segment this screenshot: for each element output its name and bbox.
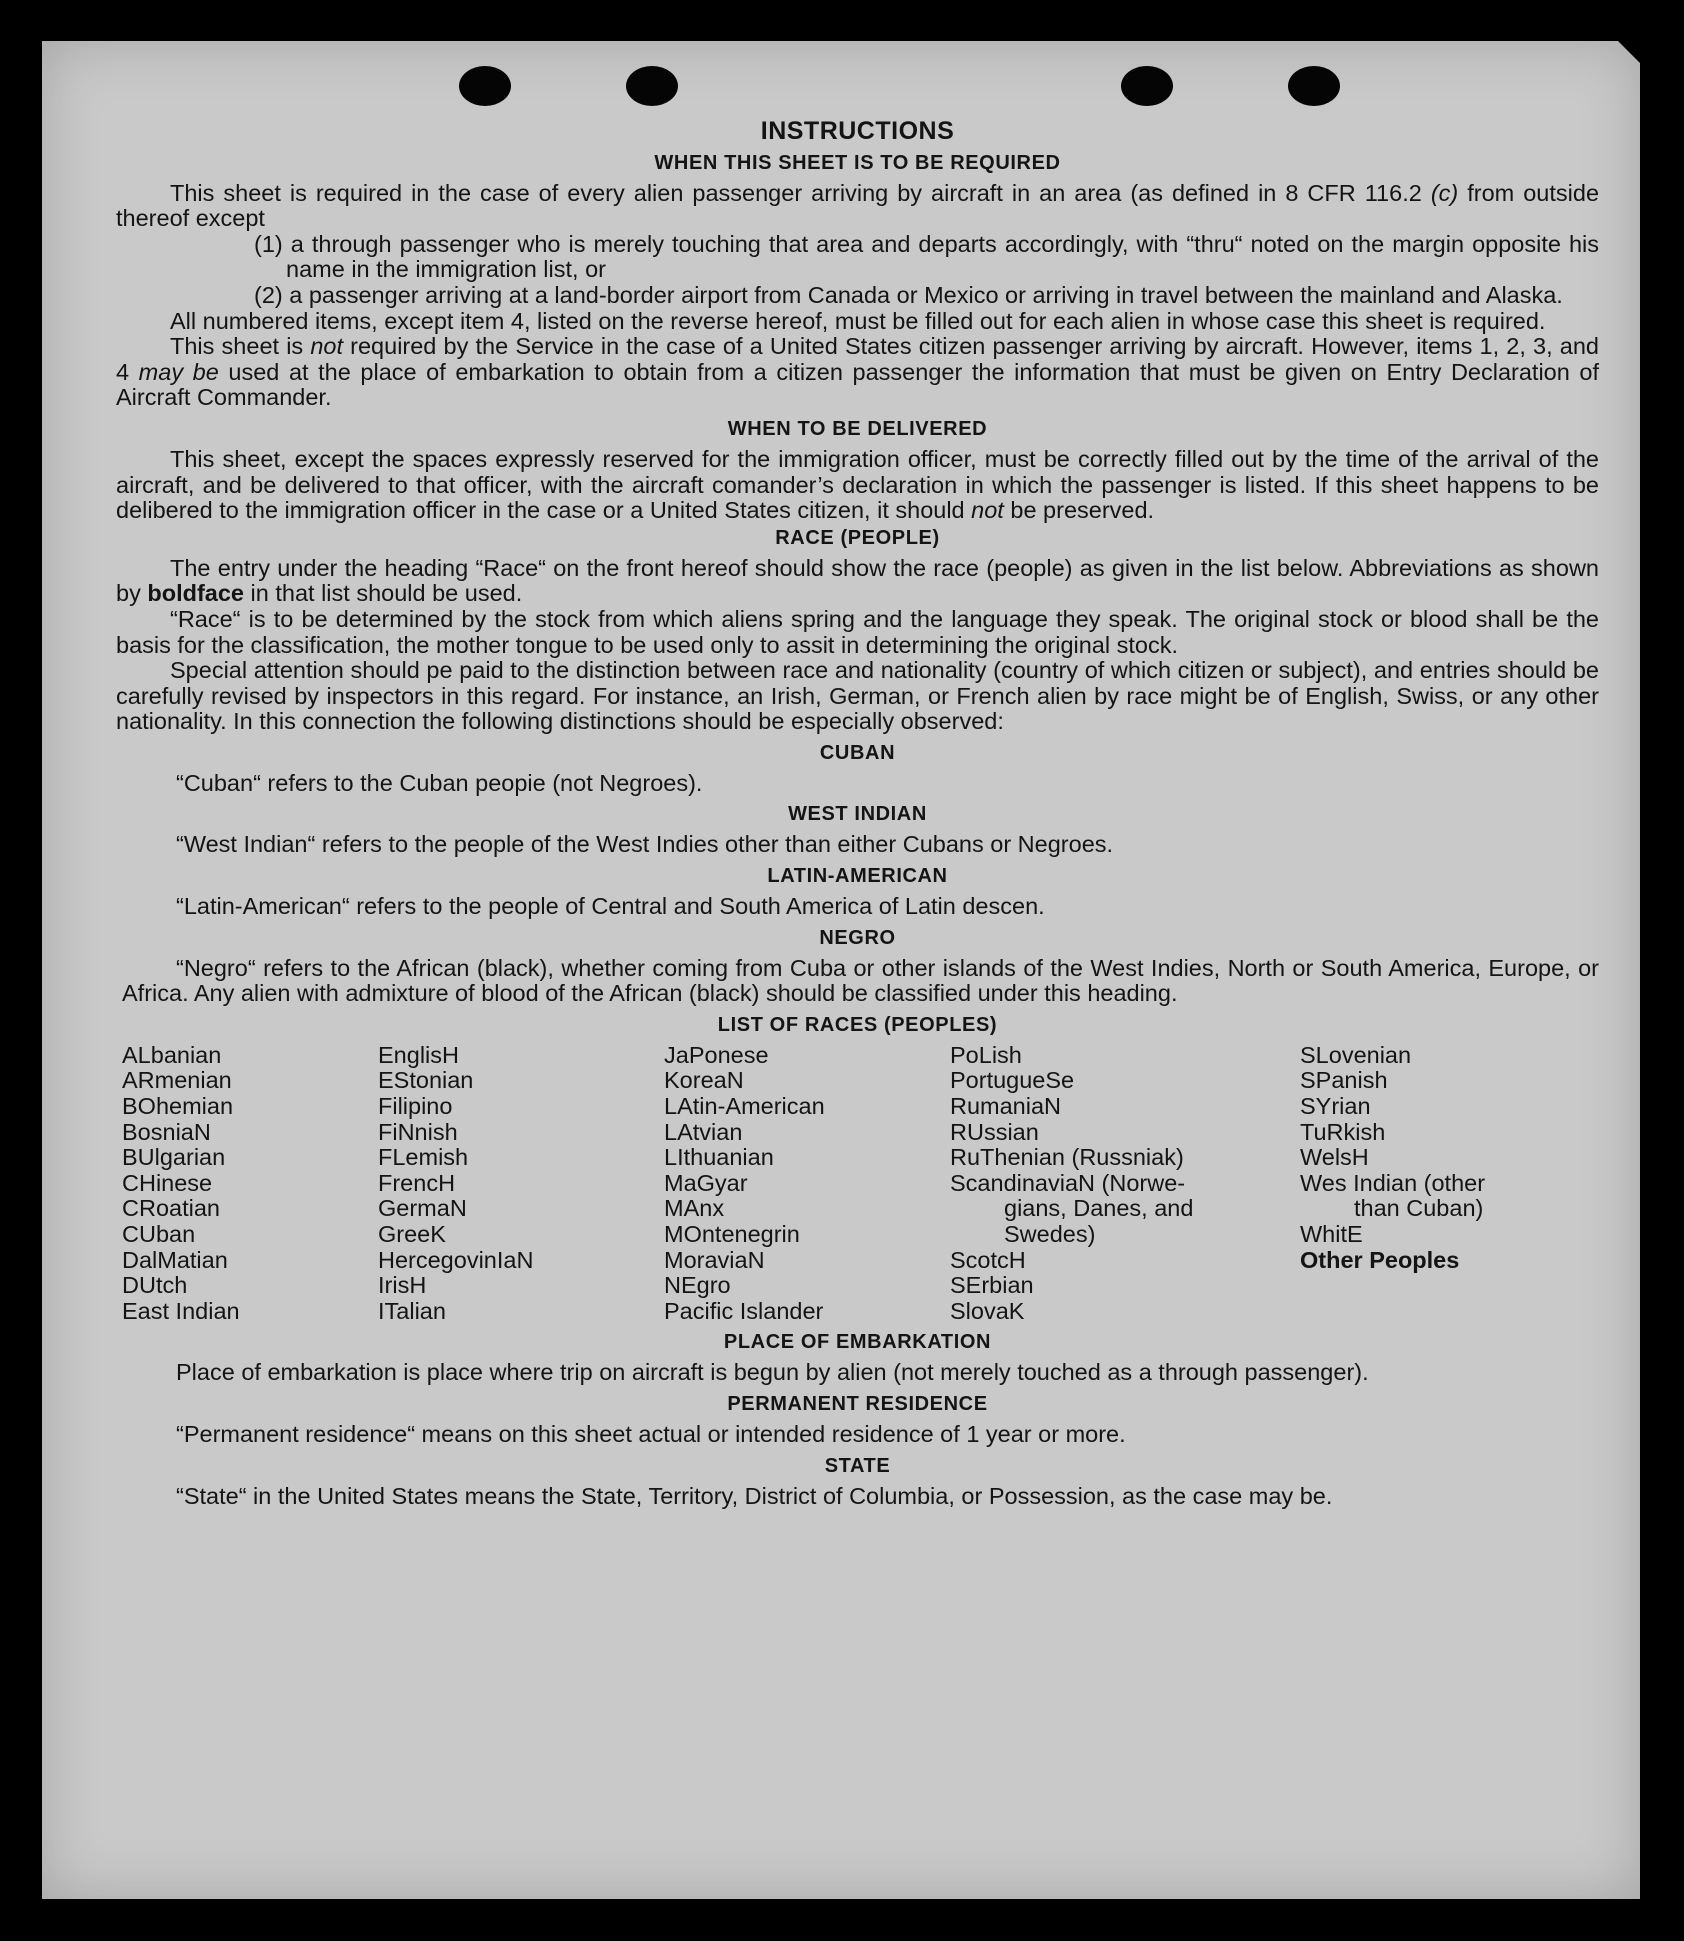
race-entry: MoraviaN [664,1246,765,1273]
punch-hole [626,66,678,106]
race-entry: gians, Danes, and [1004,1195,1194,1222]
race-entry: ITalian [378,1297,446,1324]
race-entry: TuRkish [1300,1118,1386,1145]
text-latin-american: “Latin-American“ refers to the people of Central and South America of Latin descen. [176,893,1045,920]
race-entry: DUtch [122,1272,188,1299]
race-entry: FLemish [378,1144,469,1171]
race-entry: SlovaK [950,1297,1025,1324]
race-entry: ALbanian [122,1041,222,1068]
paragraph-race-distinction: Special attention should pe paid to the distinction between race and nationality (country of which citizen or subject), and entries should be carefully revised by inspectors in this regard. For instance, an Irish, German, or French alien by race might be of English, Swiss, or any other nationality. In this connection the following distinctions should be especially observed: [116,657,1599,735]
paragraph-race-definition: “Race“ is to be determined by the stock from which aliens spring and the language they speak. The original stock or blood shall be the basis for the classification, the mother tongue to be used only to assit in determining the original stock. [116,605,1599,658]
race-entry: CUban [122,1221,196,1247]
heading-when-delivered: WHEN TO BE DELIVERED [727,417,988,440]
race-entry: WelsH [1300,1144,1369,1171]
paragraph-numbered-items: All numbered items, except item 4, listed on the reverse hereof, must be filled out for each alien in whose case this sheet is required. [170,307,1546,334]
races-column-1 [122,1043,378,1325]
race-entry: JaPonese [664,1041,769,1068]
paragraph-race-entry: The entry under the heading “Race“ on the front hereof should show the race (people) as given in the list below. Abbreviations as shown by boldface in that list should be used. [116,554,1599,607]
race-entry: than Cuban) [1354,1195,1484,1222]
heading-latin-american: LATIN-AMERICAN [767,865,948,888]
paragraph-delivered: This sheet, except the spaces expressly reserved for the immigration officer, must be correctly filled out by the time of the arrival of the aircraft, and be delivered to that officer, with the aircraft comander’s declaration in which the passenger is listed. If this sheet happens to be delibered to the immigration officer in the case or a United States citizen, it should not be preserved. [116,445,1599,524]
race-entry: BOhemian [122,1093,234,1120]
races-column-2 [378,1043,664,1325]
race-entry: RumaniaN [950,1093,1062,1120]
race-entry: NEgro [664,1272,731,1299]
race-entry: MOntenegrin [664,1221,800,1247]
race-entry: SPanish [1300,1067,1388,1094]
race-entry: IrisH [378,1272,427,1299]
heading-when-required: WHEN THIS SHEET IS TO BE REQUIRED [654,151,1061,174]
race-entry: PortugueSe [950,1067,1075,1094]
race-entry: CRoatian [122,1195,220,1222]
race-entry: SYrian [1300,1093,1371,1120]
instructions-body [116,119,1599,1509]
races-column-4 [950,1043,1300,1325]
races-column-5 [1300,1043,1590,1325]
exception-item-2: (2) a passenger arriving at a land-border airport from Canada or Mexico or arriving in travel between the mainland and Alaska. [254,281,1563,308]
heading-negro: NEGRO [819,926,896,949]
race-entry: ARmenian [122,1067,232,1094]
race-entry: LAtin-American [664,1093,825,1120]
race-entry: KoreaN [664,1067,744,1094]
heading-west-indian: WEST INDIAN [788,803,927,826]
punch-hole [459,66,511,106]
race-entry: Filipino [378,1093,453,1120]
punch-hole [1121,66,1173,106]
paragraph-required: This sheet is required in the case of every alien passenger arriving by aircraft in an area (as defined in 8 CFR 116.2 (c) from outside thereof except [116,179,1600,232]
race-entry: Swedes) [1004,1221,1096,1247]
race-entry: LAtvian [664,1118,743,1145]
race-entry: BUlgarian [122,1144,226,1171]
document-page [42,41,1640,1899]
race-entry: SLovenian [1300,1041,1412,1068]
race-entry: FrencH [378,1169,456,1196]
races-column-3 [664,1043,950,1325]
race-entry: BosniaN [122,1118,211,1145]
race-entry: MAnx [664,1195,725,1222]
heading-place-of-embarkation: PLACE OF EMBARKATION [723,1331,992,1354]
text-place-of-embarkation: Place of embarkation is place where trip on aircraft is begun by alien (not merely touched as a through passenger). [176,1359,1369,1386]
race-entry: EnglisH [378,1041,459,1068]
folded-corner [1618,41,1640,63]
text-state: “State“ in the United States means the State, Territory, District of Columbia, or Possession, as the case may be. [176,1482,1333,1509]
race-entry: Other Peoples [1300,1246,1460,1273]
race-entry: PoLish [950,1041,1022,1068]
race-entry: CHinese [122,1169,213,1196]
heading-race: RACE (PEOPLE) [775,526,940,549]
race-entry: SErbian [950,1272,1034,1299]
races-list [122,1043,1599,1325]
paragraph-citizen: This sheet is not required by the Service in the case of a United States citizen passenger arriving by aircraft. However, items 1, 2, 3, and 4 may be used at the place of embarkation to obtain from a citizen passenger the information that must be given on Entry Declaration of Aircraft Commander. [116,333,1599,411]
race-entry: DalMatian [122,1246,228,1273]
race-entry: WhitE [1300,1221,1363,1247]
heading-cuban: CUBAN [819,741,896,764]
text-west-indian: “West Indian“ refers to the people of the West Indies other than either Cubans or Negroes. [176,831,1114,858]
race-entry: FiNnish [378,1118,458,1145]
heading-list-of-races: LIST OF RACES (PEOPLES) [717,1013,998,1036]
race-entry: RUssian [950,1118,1039,1145]
race-entry: ScandinaviaN (Norwe- [950,1169,1186,1196]
race-entry: GreeK [378,1221,446,1247]
race-entry: GermaN [378,1195,467,1222]
race-entry: EStonian [378,1067,474,1094]
heading-permanent-residence: PERMANENT RESIDENCE [727,1392,988,1415]
punch-hole [1288,66,1340,106]
race-entry: East Indian [122,1297,240,1324]
race-entry: RuThenian (Russniak) [950,1144,1184,1171]
race-entry: LIthuanian [664,1144,774,1171]
exception-item-1: (1) a through passenger who is merely touching that area and departs accordingly, with “thru“ noted on the margin opposite his name in the immigration list, or [254,230,1599,283]
race-entry: ScotcH [950,1246,1026,1273]
race-entry: Wes Indian (other [1300,1169,1486,1196]
text-permanent-residence: “Permanent residence“ means on this sheet actual or intended residence of 1 year or more. [176,1420,1126,1447]
race-entry: Pacific Islander [664,1297,824,1324]
text-negro: “Negro“ refers to the African (black), whether coming from Cuba or other islands of the West Indies, North or South America, Europe, or Africa. Any alien with admixture of blood of the African (black) should be classified under this heading. [122,954,1599,1007]
race-entry: MaGyar [664,1169,748,1196]
race-entry: HercegovinIaN [378,1246,534,1273]
text-cuban: “Cuban“ refers to the Cuban peopie (not Negroes). [176,769,703,796]
page-title: INSTRUCTIONS [760,117,955,145]
heading-state: STATE [824,1454,891,1477]
